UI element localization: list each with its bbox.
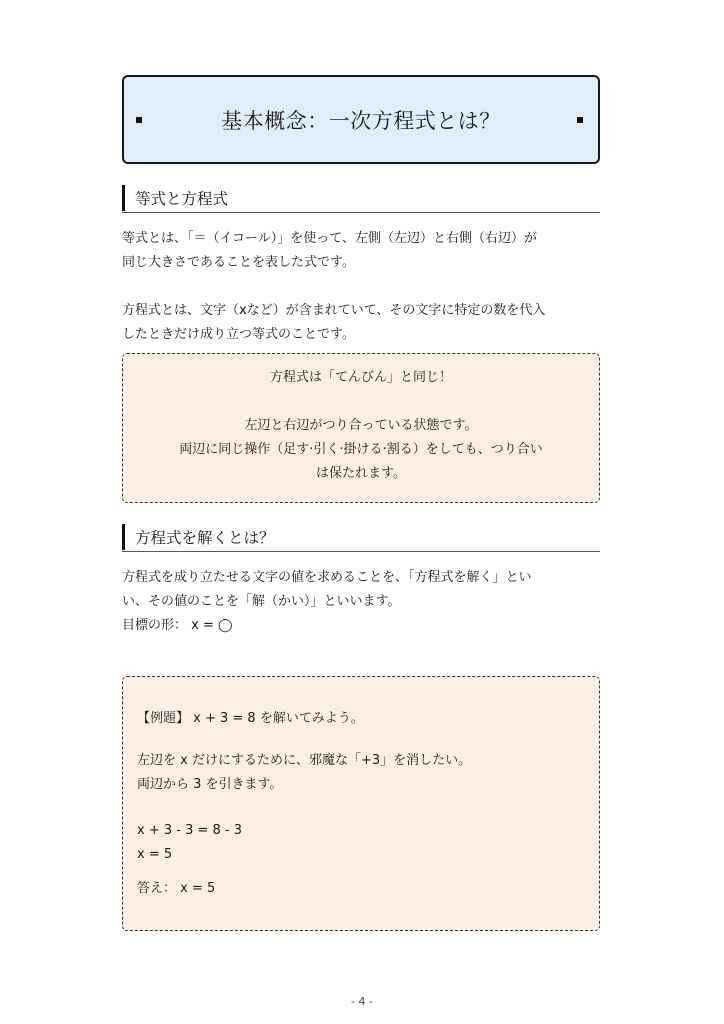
section-heading-equality (122, 184, 600, 213)
paragraph-line: したときだけ成り立つ等式のことです。 (122, 327, 355, 342)
paragraph-line: い、その値のことを「解（かい）」といいます。 (122, 594, 401, 609)
paragraph-line: 方程式とは、文字（xなど）が含まれていて、その文字に特定の数を代入 (122, 303, 546, 318)
example-step: x + 3 - 3 = 8 - 3 (137, 823, 243, 838)
example-explanation: 左辺を x だけにするために、邪魔な「+3」を消したい。 (137, 753, 472, 768)
example-title: 【例題】 x + 3 = 8 を解いてみよう。 (137, 711, 364, 726)
bullet-right-icon (577, 117, 583, 123)
paragraph-line: 同じ大きさであることを表した式です。 (122, 255, 355, 270)
section-heading-solving (122, 523, 600, 552)
example-step: x = 5 (137, 847, 173, 862)
page-content (122, 75, 600, 931)
section-heading-text: 方程式を解くとは？ (135, 529, 275, 547)
example-explanation: 両辺から 3 を引きます。 (137, 777, 283, 792)
example-box (122, 676, 600, 931)
page-number: - 4 - (351, 995, 373, 1008)
note-line: は保たれます。 (316, 466, 406, 481)
heading-bar-icon (122, 185, 125, 211)
page-title: 基本概念：一次方程式とは？ (221, 108, 501, 133)
section-solving-body (122, 566, 600, 638)
balance-note-box (122, 353, 600, 503)
bullet-left-icon (136, 117, 142, 123)
title-box (122, 75, 600, 164)
heading-bar-icon (122, 524, 125, 550)
example-answer: 答え： x = 5 (137, 881, 216, 896)
section-heading-text: 等式と方程式 (135, 190, 229, 208)
paragraph-line: 目標の形： x = ◯ (122, 618, 233, 633)
note-line: 左辺と右辺がつり合っている状態です。 (244, 418, 478, 433)
paragraph-line: 方程式を成り立たせる文字の値を求めることを、「方程式を解く」とい (122, 570, 532, 585)
section-equality-body (122, 227, 600, 347)
note-title: 方程式は「てんびん」と同じ！ (269, 370, 452, 385)
paragraph-line: 等式とは、「＝（イコール）」を使って、左側（左辺）と右側（右辺）が (122, 231, 537, 246)
note-line: 両辺に同じ操作（足す·引く·掛ける·割る）をしても、つり合い (179, 442, 543, 457)
